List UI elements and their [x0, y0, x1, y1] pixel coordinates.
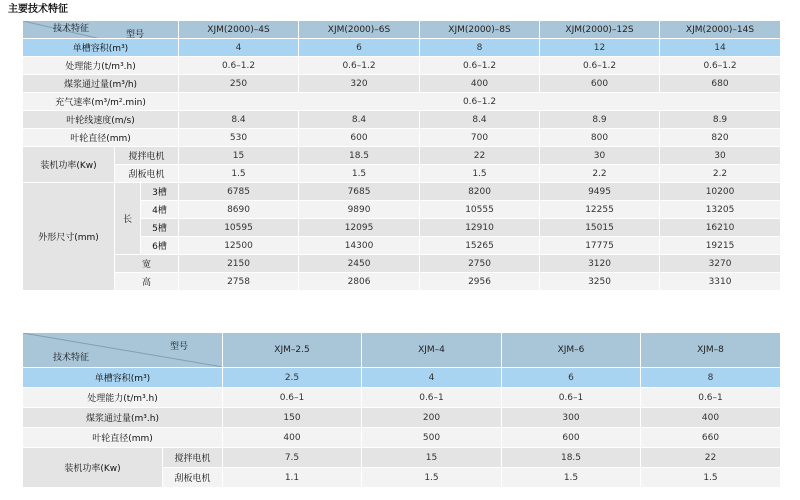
- table-cell: 2806: [299, 273, 420, 291]
- table-cell: 10595: [179, 219, 299, 237]
- table-cell: 0.6–1.2: [420, 57, 540, 75]
- table-cell: 3250: [540, 273, 660, 291]
- sub-row-label: 宽: [115, 255, 179, 273]
- model-header: XJM–6: [502, 333, 641, 368]
- sub-row-label: 搅拌电机: [115, 147, 179, 165]
- model-header: XJM(2000)–14S: [660, 21, 781, 39]
- sub-row-label: 6槽: [141, 237, 179, 255]
- table-cell: 19215: [660, 237, 781, 255]
- table-cell: 0.6–1.2: [299, 57, 420, 75]
- corner-header: [23, 333, 223, 368]
- table-cell: 10555: [420, 201, 540, 219]
- corner-header: [23, 21, 179, 39]
- table-cell: 0.6–1.2: [179, 57, 299, 75]
- row-label: 叶轮直径(mm): [23, 428, 223, 448]
- table-cell: 12095: [299, 219, 420, 237]
- row-label: 煤浆通过量(m³/h): [23, 75, 179, 93]
- table-cell: 200: [362, 408, 502, 428]
- table-cell: 30: [540, 147, 660, 165]
- row-label: 单槽容积(m³): [23, 39, 179, 57]
- sub-row-label: 5槽: [141, 219, 179, 237]
- corner-model-label: 型号: [169, 342, 188, 352]
- page-title: 主要技术特征: [8, 4, 68, 15]
- table-cell: 18.5: [299, 147, 420, 165]
- row-label: 煤浆通过量(m³.h): [23, 408, 223, 428]
- sub-row-label: 刮板电机: [163, 468, 223, 488]
- row-label: 叶轮线速度(m/s): [23, 111, 179, 129]
- table-cell: 400: [223, 428, 362, 448]
- table-cell: 7.5: [223, 448, 362, 468]
- sub-row-label: 刮板电机: [115, 165, 179, 183]
- model-header: XJM(2000)–6S: [299, 21, 420, 39]
- table-cell: 14: [660, 39, 781, 57]
- sub-row-label: 4槽: [141, 201, 179, 219]
- table-cell: 1.5: [420, 165, 540, 183]
- table-cell: 1.5: [502, 468, 641, 488]
- table-cell: 8: [420, 39, 540, 57]
- table-cell: 600: [299, 129, 420, 147]
- table-row: [23, 448, 781, 468]
- table-cell: 8.9: [540, 111, 660, 129]
- table-cell: 2750: [420, 255, 540, 273]
- table-cell: 15265: [420, 237, 540, 255]
- table-cell: 1.5: [299, 165, 420, 183]
- table-row: [23, 368, 781, 388]
- table-cell: 16210: [660, 219, 781, 237]
- table-cell: 18.5: [502, 448, 641, 468]
- table-cell: 4: [362, 368, 502, 388]
- table-cell: 400: [420, 75, 540, 93]
- table-cell: 2.2: [660, 165, 781, 183]
- header-row: [23, 333, 781, 368]
- table-row: [23, 57, 781, 75]
- table-cell: 500: [362, 428, 502, 448]
- sub-row-label: 3槽: [141, 183, 179, 201]
- sub-row-label: 长: [115, 183, 141, 255]
- table-cell: 300: [502, 408, 641, 428]
- table-cell: 0.6–1: [641, 388, 781, 408]
- table-cell: 17775: [540, 237, 660, 255]
- table-cell: 530: [179, 129, 299, 147]
- row-label: 处理能力(t/m³.h): [23, 388, 223, 408]
- table-row: [23, 39, 781, 57]
- table-cell: 9495: [540, 183, 660, 201]
- table-cell: 8.4: [299, 111, 420, 129]
- table-cell: 2450: [299, 255, 420, 273]
- table-row: [23, 75, 781, 93]
- table-cell: 2150: [179, 255, 299, 273]
- table-row: [23, 428, 781, 448]
- table-cell: 800: [540, 129, 660, 147]
- table-cell: 6: [299, 39, 420, 57]
- row-label: 处理能力(t/m³.h): [23, 57, 179, 75]
- spec-table-1: [22, 20, 781, 291]
- table-cell: 12500: [179, 237, 299, 255]
- table-row: [23, 183, 781, 201]
- corner-feature-label: 技术特征: [53, 353, 90, 363]
- table-cell: 8690: [179, 201, 299, 219]
- table-row: [23, 273, 781, 291]
- table-cell: 1.1: [223, 468, 362, 488]
- table-cell: 15: [362, 448, 502, 468]
- sub-row-label: 高: [115, 273, 179, 291]
- table-cell: 250: [179, 75, 299, 93]
- row-label: 叶轮直径(mm): [23, 129, 179, 147]
- table-row: [23, 165, 781, 183]
- table-cell: 0.6–1: [362, 388, 502, 408]
- table-cell: 400: [641, 408, 781, 428]
- corner-feature-label: 技术特征: [53, 24, 90, 34]
- table-row: [23, 388, 781, 408]
- corner-model-label: 型号: [126, 30, 145, 39]
- table-row: [23, 147, 781, 165]
- table-cell: 2758: [179, 273, 299, 291]
- table-cell: 8.4: [420, 111, 540, 129]
- row-label: 装机功率(Kw): [23, 147, 115, 183]
- sub-row-label: 搅拌电机: [163, 448, 223, 468]
- table-row: [23, 93, 781, 111]
- table-cell: 600: [540, 75, 660, 93]
- table-cell: 8.9: [660, 111, 781, 129]
- table-cell: 1.5: [362, 468, 502, 488]
- table-cell: 0.6–1: [502, 388, 641, 408]
- table-cell: 3120: [540, 255, 660, 273]
- spec-table-2: [22, 332, 781, 488]
- table-cell: 3270: [660, 255, 781, 273]
- row-label: 充气速率(m³/m².min): [23, 93, 179, 111]
- table-cell: 15015: [540, 219, 660, 237]
- table-cell: 8: [641, 368, 781, 388]
- table-row: [23, 111, 781, 129]
- table-cell: 8.4: [179, 111, 299, 129]
- table-cell: 8200: [420, 183, 540, 201]
- table-cell: 150: [223, 408, 362, 428]
- table-cell-merged: 0.6–1.2: [179, 93, 781, 111]
- table-cell: 15: [179, 147, 299, 165]
- table-cell: 9890: [299, 201, 420, 219]
- table-cell: 12910: [420, 219, 540, 237]
- table-cell: 0.6–1.2: [660, 57, 781, 75]
- table-cell: 22: [420, 147, 540, 165]
- table-cell: 0.6–1.2: [540, 57, 660, 75]
- table-cell: 22: [641, 448, 781, 468]
- table-cell: 2.2: [540, 165, 660, 183]
- table-cell: 660: [641, 428, 781, 448]
- table-cell: 13205: [660, 201, 781, 219]
- table-cell: 600: [502, 428, 641, 448]
- table-row: [23, 408, 781, 428]
- model-header: XJM–2.5: [223, 333, 362, 368]
- table-cell: 680: [660, 75, 781, 93]
- table-cell: 6785: [179, 183, 299, 201]
- table-cell: 4: [179, 39, 299, 57]
- table-cell: 1.5: [179, 165, 299, 183]
- model-header: XJM–4: [362, 333, 502, 368]
- table-cell: 0.6–1: [223, 388, 362, 408]
- table-cell: 30: [660, 147, 781, 165]
- table-cell: 7685: [299, 183, 420, 201]
- table-cell: 12255: [540, 201, 660, 219]
- model-header: XJM–8: [641, 333, 781, 368]
- table-cell: 14300: [299, 237, 420, 255]
- table-cell: 820: [660, 129, 781, 147]
- model-header: XJM(2000)–8S: [420, 21, 540, 39]
- table-row: [23, 129, 781, 147]
- row-label: 单槽容积(m³): [23, 368, 223, 388]
- row-label: 外形尺寸(mm): [23, 183, 115, 291]
- model-header: XJM(2000)–4S: [179, 21, 299, 39]
- table-row: [23, 255, 781, 273]
- table-cell: 320: [299, 75, 420, 93]
- table-cell: 6: [502, 368, 641, 388]
- table-cell: 10200: [660, 183, 781, 201]
- header-row: [23, 21, 781, 39]
- table-cell: 3310: [660, 273, 781, 291]
- diagonal-divider: [23, 21, 179, 39]
- table-cell: 700: [420, 129, 540, 147]
- table-cell: 2956: [420, 273, 540, 291]
- row-label: 装机功率(Kw): [23, 448, 163, 488]
- table-cell: 2.5: [223, 368, 362, 388]
- model-header: XJM(2000)–12S: [540, 21, 660, 39]
- table-cell: 12: [540, 39, 660, 57]
- table-cell: 1.5: [641, 468, 781, 488]
